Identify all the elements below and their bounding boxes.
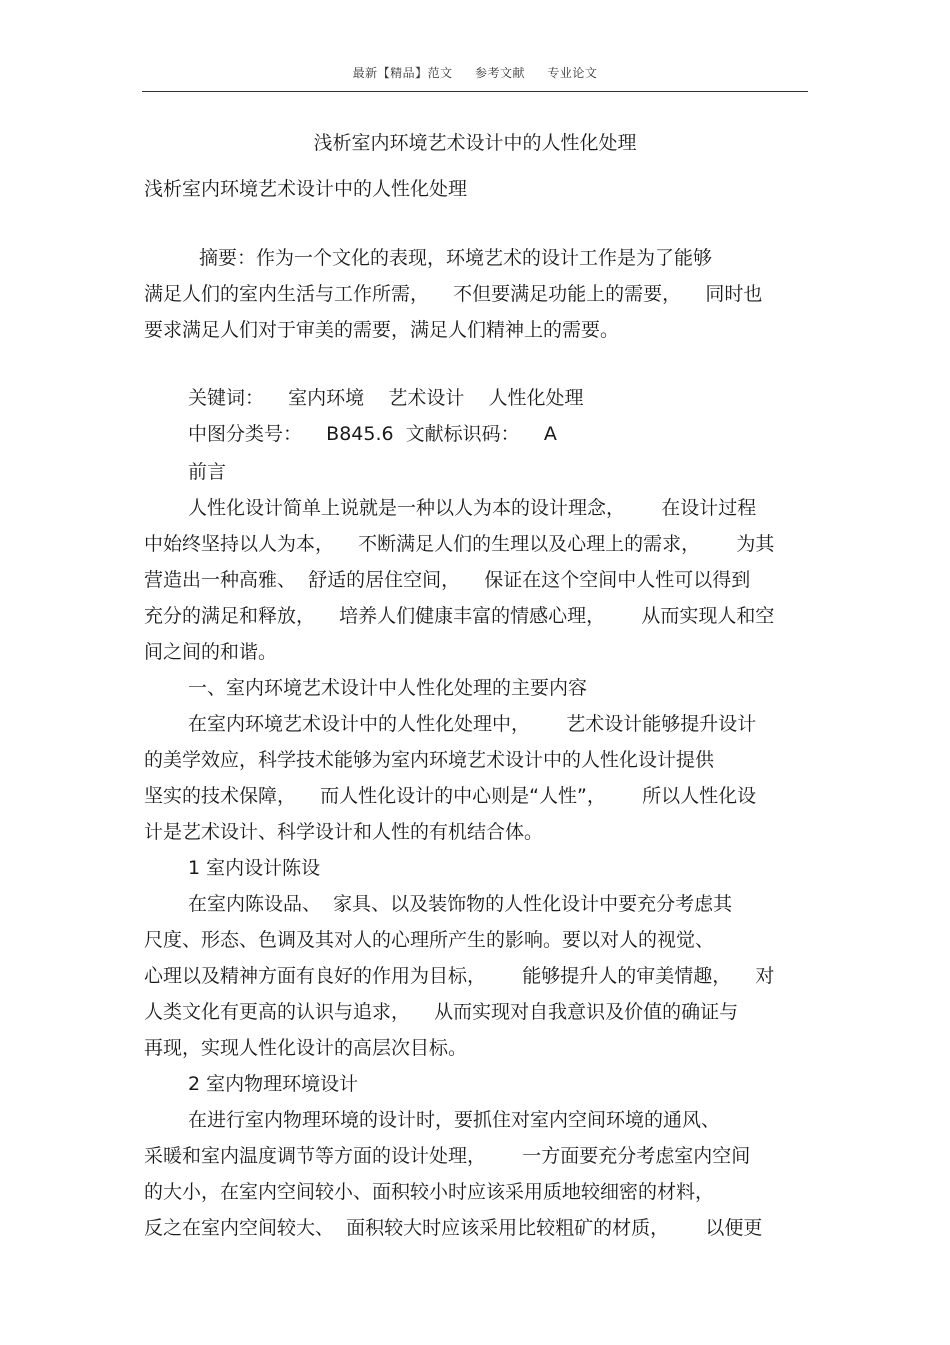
header-item: 参考文献 bbox=[474, 66, 525, 80]
header-divider bbox=[142, 91, 808, 92]
body-line: 1 室内设计陈设 bbox=[188, 857, 321, 879]
body-line: 的大小，在室内空间较小、面积较小时应该采用质地较细密的材料， bbox=[144, 1181, 715, 1203]
body-line: 再现，实现人性化设计的高层次目标。 bbox=[144, 1037, 468, 1059]
body-line: 充分的满足和释放， 培养人们健康丰富的情感心理， 从而实现人和空 bbox=[144, 605, 775, 627]
body-line: 人性化设计简单上说就是一种以人为本的设计理念， 在设计过程 bbox=[188, 497, 757, 519]
keywords-line: 关键词： 室内环境 艺术设计 人性化处理 bbox=[188, 387, 584, 409]
body-line: 2 室内物理环境设计 bbox=[188, 1073, 359, 1095]
body-line: 尺度、形态、色调及其对人的心理所产生的影响。要以对人的视觉、 bbox=[144, 929, 715, 951]
body-line: 在室内陈设品、 家具、以及装饰物的人性化设计中要充分考虑其 bbox=[188, 893, 733, 915]
body-line: 计是艺术设计、科学设计和人性的有机结合体。 bbox=[144, 821, 544, 843]
body-line: 中始终坚持以人为本， 不断满足人们的生理以及心理上的需求， 为其 bbox=[144, 533, 775, 555]
body-line: 坚实的技术保障， 而人性化设计的中心则是“人性”， 所以人性化设 bbox=[144, 785, 757, 807]
classification-line: 中图分类号： B845.6 文献标识码： A bbox=[188, 423, 557, 445]
document-subtitle: 浅析室内环境艺术设计中的人性化处理 bbox=[144, 178, 468, 200]
header-item: 专业论文 bbox=[547, 66, 598, 80]
body-line: 间之间的和谐。 bbox=[144, 641, 278, 663]
page-header bbox=[0, 64, 950, 81]
abstract-line: 要求满足人们对于审美的需要，满足人们精神上的需要。 bbox=[144, 319, 620, 341]
meta-block bbox=[144, 380, 808, 452]
body-line: 心理以及精神方面有良好的作用为目标， 能够提升人的审美情趣， 对 bbox=[144, 965, 775, 987]
body-line: 在室内环境艺术设计中的人性化处理中， 艺术设计能够提升设计 bbox=[188, 713, 757, 735]
body-line: 营造出一种高雅、 舒适的居住空间， 保证在这个空间中人性可以得到 bbox=[144, 569, 751, 591]
abstract-line: 摘要：作为一个文化的表现，环境艺术的设计工作是为了能够 bbox=[199, 247, 713, 269]
body-line: 的美学效应，科学技术能够为室内环境艺术设计中的人性化设计提供 bbox=[144, 749, 715, 771]
body-line: 人类文化有更高的认识与追求， 从而实现对自我意识及价值的确证与 bbox=[144, 1001, 739, 1023]
body-line: 在进行室内物理环境的设计时，要抓住对室内空间环境的通风、 bbox=[188, 1109, 721, 1131]
abstract-line: 满足人们的室内生活与工作所需， 不但要满足功能上的需要， 同时也 bbox=[144, 283, 763, 305]
body-line: 一、室内环境艺术设计中人性化处理的主要内容 bbox=[188, 677, 588, 699]
body-line: 反之在室内空间较大、 面积较大时应该采用比较粗矿的材质， 以便更 bbox=[144, 1217, 763, 1239]
document-title: 浅析室内环境艺术设计中的人性化处理 bbox=[313, 132, 637, 154]
abstract bbox=[144, 240, 808, 348]
body-line: 前言 bbox=[188, 461, 227, 483]
body-text bbox=[144, 454, 808, 1246]
header-item: 最新【精品】范文 bbox=[352, 66, 453, 80]
body-line: 采暖和室内温度调节等方面的设计处理， 一方面要充分考虑室内空间 bbox=[144, 1145, 751, 1167]
